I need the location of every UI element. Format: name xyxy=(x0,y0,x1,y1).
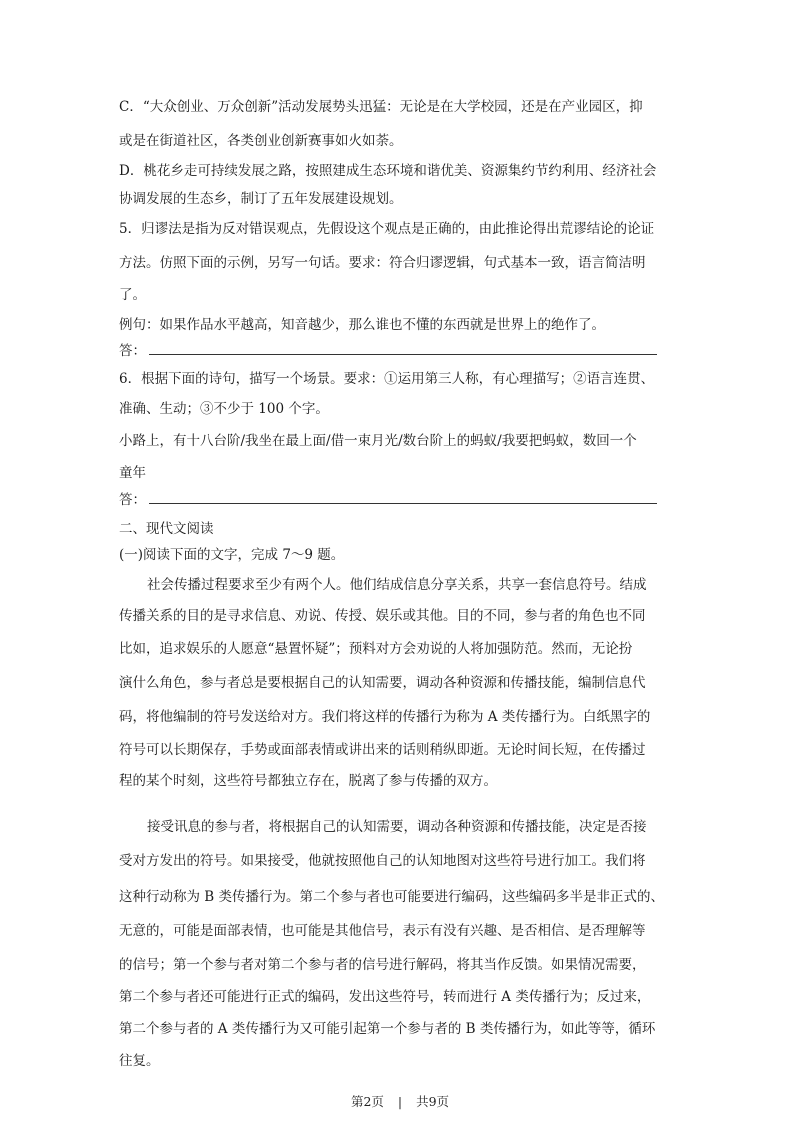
paragraph-1-line-6: 符号可以长期保存，手势或面部表情或讲出来的话则稍纵即逝。无论时间长短，在传播过 xyxy=(119,742,646,758)
page-total: 共9页 xyxy=(416,1094,450,1109)
paragraph-2-line-2: 受对方发出的符号。如果接受，他就按照他自己的认知地图对这些符号进行加工。我们将 xyxy=(119,853,646,869)
answer-line-5[interactable] xyxy=(149,354,657,355)
answer-line-6[interactable] xyxy=(149,503,657,504)
page-number: 第2页 xyxy=(350,1094,384,1109)
question-6-line-1: 6．根据下面的诗句，描写一个场景。要求：①运用第三人称，有心理描写；②语言连贯、 xyxy=(119,371,655,387)
page-footer xyxy=(0,1092,800,1110)
reading-instruction: (一)阅读下面的文字，完成 7～9 题。 xyxy=(119,547,345,563)
paragraph-1-line-3: 比如，追求娱乐的人愿意“悬置怀疑”；预料对方会劝说的人将加强防范。然而，无论扮 xyxy=(119,641,633,657)
paragraph-1-line-4: 演什么角色，参与者总是要根据自己的认知需要，调动各种资源和传播技能，编制信息代 xyxy=(119,675,646,691)
option-d-line-1: D．桃花乡走可持续发展之路，按照建成生态环境和谐优美、资源集约节约利用、经济社会 xyxy=(119,163,657,179)
paragraph-1-line-2: 传播关系的目的是寻求信息、劝说、传授、娱乐或其他。目的不同，参与者的角色也不同 xyxy=(119,608,646,624)
poem-line-2: 童年 xyxy=(119,465,146,481)
paragraph-2-line-4: 无意的，可能是面部表情，也可能是其他信号，表示有没有兴趣、是否相信、是否理解等 xyxy=(119,923,646,939)
question-5-line-2: 方法。仿照下面的示例，另写一句话。要求：符合归谬逻辑，句式基本一致，语言简洁明 xyxy=(119,255,646,271)
paragraph-2-line-7: 第二个参与者的 A 类传播行为又可能引起第一个参与者的 B 类传播行为，如此等等，循环 xyxy=(119,1021,656,1037)
paragraph-2-line-5: 的信号；第一个参与者对第二个参与者的信号进行解码，将其当作反馈。如果情况需要， xyxy=(119,957,646,973)
paragraph-2-line-3: 这种行动称为 B 类传播行为。第二个参与者也可能要进行编码，这些编码多半是非正式的、 xyxy=(119,889,665,905)
section-heading: 二、现代文阅读 xyxy=(119,521,214,537)
answer-label-6: 答： xyxy=(119,492,146,508)
paragraph-2-line-8: 往复。 xyxy=(119,1053,160,1069)
paragraph-1-line-7: 程的某个时刻，这些符号都独立存在，脱离了参与传播的双方。 xyxy=(119,773,497,789)
paragraph-1-line-1: 社会传播过程要求至少有两个人。他们结成信息分享关系，共享一套信息符号。结成 xyxy=(147,577,647,593)
paragraph-1-line-5: 码，将他编制的符号发送给对方。我们将这样的传播行为称为 A 类传播行为。白纸黑字的 xyxy=(119,709,651,725)
footer-separator: | xyxy=(397,1094,403,1109)
answer-label-5: 答： xyxy=(119,343,146,359)
option-c-line-1: C．“大众创业、万众创新”活动发展势头迅猛：无论是在大学校园，还是在产业园区，抑 xyxy=(119,99,643,115)
paragraph-2-line-6: 第二个参与者还可能进行正式的编码，发出这些符号，转而进行 A 类传播行为；反过来， xyxy=(119,989,651,1005)
poem-line-1: 小路上，有十八台阶/我坐在最上面/借一束月光/数台阶上的蚂蚁/我要把蚂蚁，数回一个 xyxy=(119,433,637,449)
question-6-line-2: 准确、生动；③不少于 100 个字。 xyxy=(119,401,329,417)
example-sentence: 例句：如果作品水平越高，知音越少，那么谁也不懂的东西就是世界上的绝作了。 xyxy=(119,317,605,333)
paragraph-2-line-1: 接受讯息的参与者，将根据自己的认知需要，调动各种资源和传播技能，决定是否接 xyxy=(147,819,647,835)
option-c-line-2: 或是在街道社区，各类创业创新赛事如火如荼。 xyxy=(119,133,403,149)
option-d-line-2: 协调发展的生态乡，制订了五年发展建设规划。 xyxy=(119,191,403,207)
question-5-line-1: 5．归谬法是指为反对错误观点，先假设这个观点是正确的，由此推论得出荒谬结论的论证 xyxy=(119,221,655,237)
question-5-line-3: 了。 xyxy=(119,287,146,303)
